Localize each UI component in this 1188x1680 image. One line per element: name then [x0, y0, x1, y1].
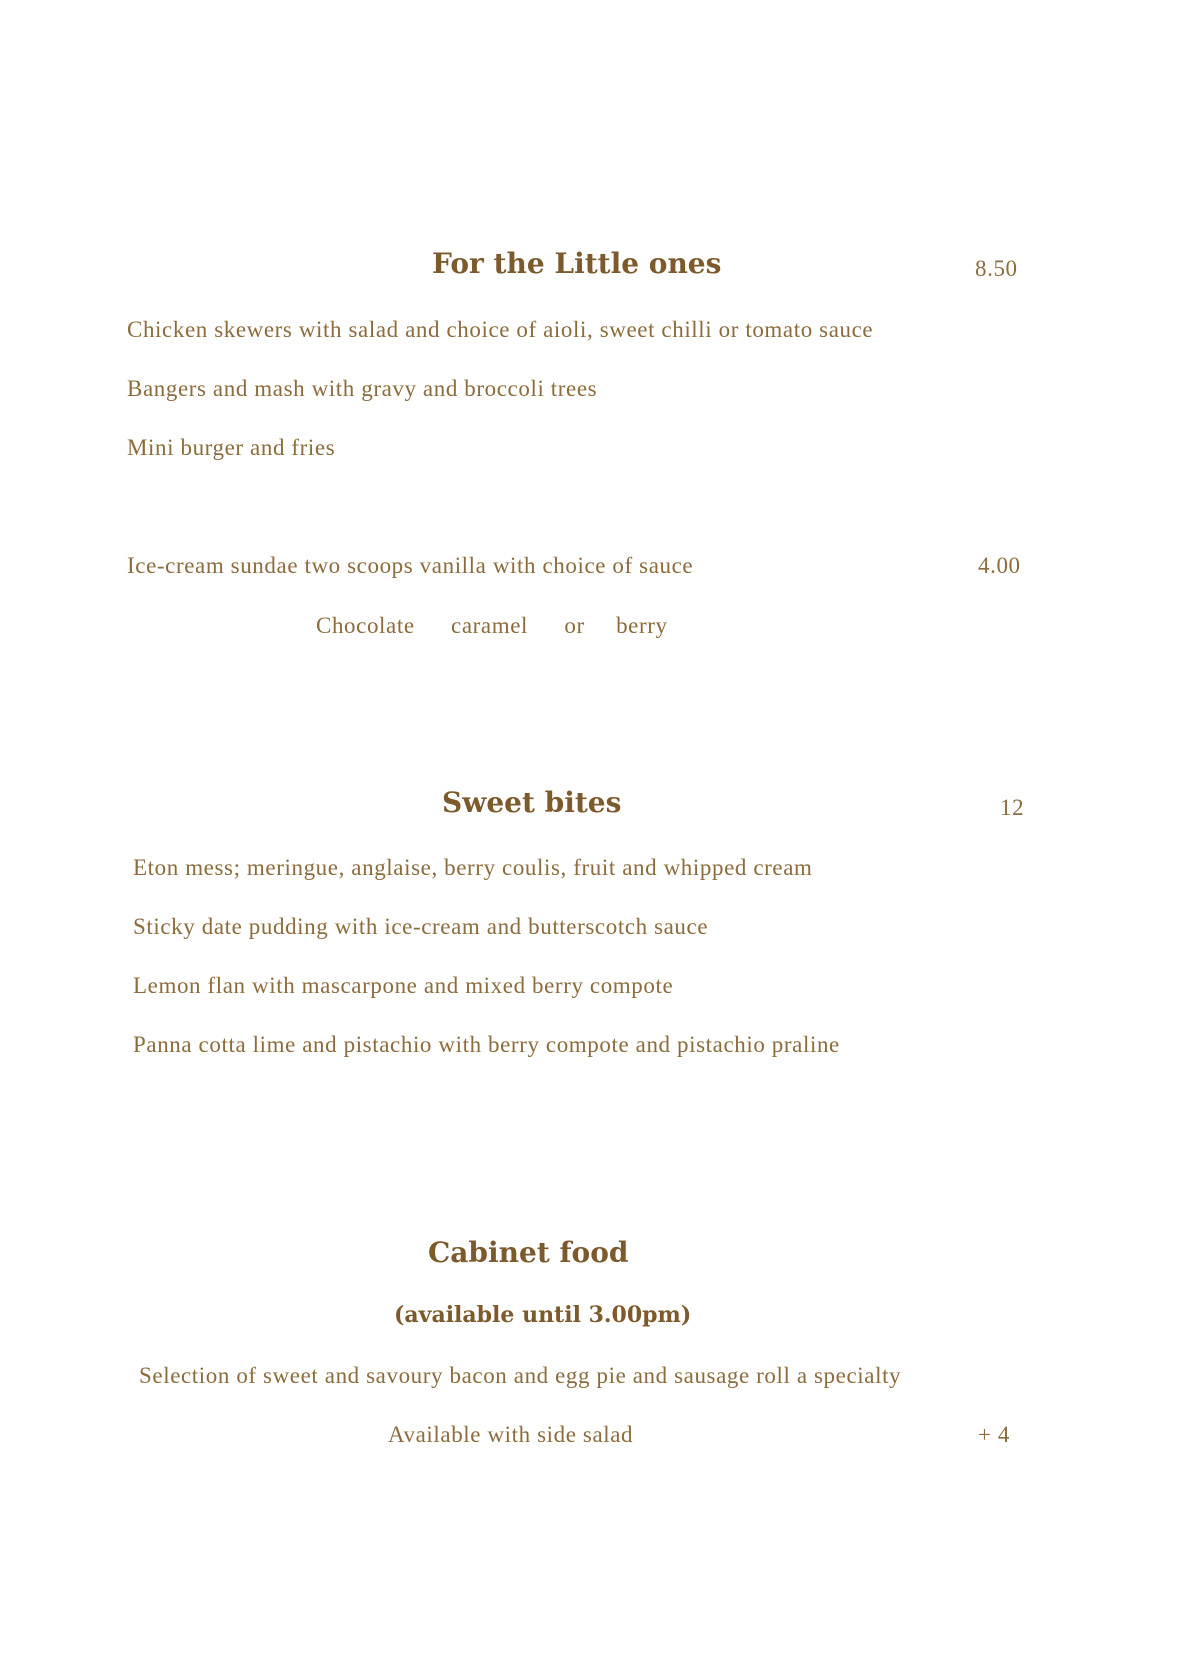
menu-item-sticky-date-pudding: Sticky date pudding with ice-cream and butterscotch sauce [133, 914, 709, 939]
sauce-options [316, 613, 668, 639]
little-ones-heading: For the Little ones [432, 247, 722, 280]
sweet-bites-heading: Sweet bites [442, 786, 622, 819]
menu-item-mini-burger: Mini burger and fries [127, 435, 336, 460]
menu-item-bangers-and-mash: Bangers and mash with gravy and broccoli trees [127, 376, 598, 401]
cabinet-food-description: Selection of sweet and savoury bacon and egg pie and sausage roll a specialty [139, 1363, 902, 1388]
sauce-option-or: or [564, 613, 585, 638]
cabinet-food-heading: Cabinet food [428, 1236, 629, 1269]
cabinet-food-subtitle: (available until 3.00pm) [394, 1302, 692, 1328]
little-ones-price: 8.50 [975, 256, 1018, 281]
side-salad-label: Available with side salad [388, 1422, 634, 1447]
sauce-option-chocolate: Chocolate [316, 613, 415, 638]
menu-item-ice-cream-sundae: Ice-cream sundae two scoops vanilla with choice of sauce [127, 553, 694, 578]
sauce-option-caramel: caramel [451, 613, 528, 638]
menu-item-panna-cotta: Panna cotta lime and pistachio with berry compote and pistachio praline [133, 1032, 840, 1057]
sundae-price: 4.00 [978, 553, 1021, 578]
sauce-option-berry: berry [616, 613, 668, 638]
side-salad-price: + 4 [978, 1422, 1011, 1447]
menu-item-eton-mess: Eton mess; meringue, anglaise, berry coulis, fruit and whipped cream [133, 855, 813, 880]
sweet-bites-price: 12 [1000, 795, 1025, 820]
menu-item-chicken-skewers: Chicken skewers with salad and choice of aioli, sweet chilli or tomato sauce [127, 317, 874, 342]
menu-item-lemon-flan: Lemon flan with mascarpone and mixed berry compote [133, 973, 674, 998]
